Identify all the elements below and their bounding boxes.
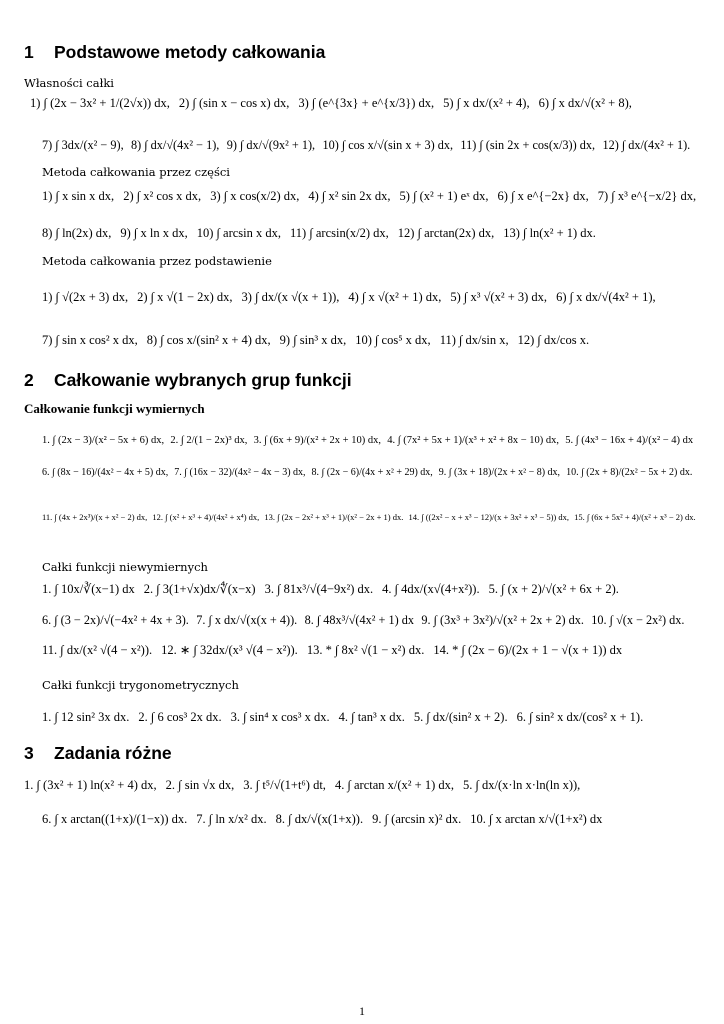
formula-item: 8. ∫ (2x − 6)/(4x + x² + 29) dx, bbox=[311, 467, 433, 478]
formula-item: 6) ∫ x dx/√(4x² + 1), bbox=[556, 289, 656, 304]
formula-item: 10) ∫ arcsin x dx, bbox=[196, 225, 282, 240]
formula-item: 4. ∫ 4dx/(x√(4+x²)). bbox=[382, 581, 480, 596]
formula-item: 3) ∫ dx/(x √(x + 1)), bbox=[241, 289, 340, 304]
formula-item: 14. * ∫ (2x − 6)/(2x + 1 − √(x + 1)) dx bbox=[433, 642, 623, 657]
formula-item: 3. ∫ t⁵/√(1+t⁶) dt, bbox=[243, 777, 326, 792]
formula-item: 9. ∫ (3x³ + 3x²)/√(x² + 2x + 2) dx. bbox=[421, 613, 584, 628]
formula-row bbox=[42, 512, 701, 521]
formula-item: 11) ∫ dx/sin x, bbox=[439, 332, 509, 347]
formula-row bbox=[42, 290, 665, 303]
formula-item: 8) ∫ dx/√(4x² − 1), bbox=[131, 138, 220, 153]
formula-item: 2. ∫ 6 cos³ 2x dx. bbox=[138, 709, 222, 724]
formula-item: 1) ∫ √(2x + 3) dx, bbox=[42, 289, 129, 304]
formula-item: 10. ∫ √(x − 2x²) dx. bbox=[591, 613, 685, 628]
formula-item: 12. ∗ ∫ 32dx/(x³ √(4 − x²)). bbox=[161, 642, 298, 657]
formula-item: 6) ∫ x dx/√(x² + 8), bbox=[538, 95, 632, 110]
formula-item: 11) ∫ arcsin(x/2) dx, bbox=[290, 225, 389, 240]
formula-item: 12) ∫ dx/(4x² + 1). bbox=[602, 138, 691, 153]
subsection-label-niewymierne: Całki funkcji niewymiernych bbox=[42, 560, 208, 574]
formula-item: 12) ∫ arctan(2x) dx, bbox=[397, 225, 495, 240]
formula-item: 6) ∫ x e^{−2x} dx, bbox=[497, 188, 589, 203]
formula-item: 9. ∫ (3x + 18)/(2x + x² − 8) dx, bbox=[438, 467, 561, 478]
formula-item: 7. ∫ ln x/x² dx. bbox=[196, 811, 267, 826]
formula-item: 3. ∫ 81x³/√(4−9x²) dx. bbox=[264, 581, 374, 596]
formula-row bbox=[42, 643, 631, 656]
subsection-label-podstawienie: Metoda całkowania przez podstawienie bbox=[42, 254, 272, 268]
formula-item: 2. ∫ 2/(1 − 2x)³ dx, bbox=[170, 435, 248, 446]
section-number: 1 bbox=[24, 42, 34, 62]
formula-item: 6. ∫ (3 − 2x)/√(−4x² + 4x + 3). bbox=[42, 613, 189, 628]
formula-item: 1. ∫ 10x/∛(x−1) dx bbox=[42, 581, 135, 596]
formula-item: 8) ∫ cos x/(sin² x + 4) dx, bbox=[146, 332, 271, 347]
formula-row bbox=[42, 812, 611, 825]
formula-item: 8) ∫ ln(2x) dx, bbox=[42, 225, 112, 240]
formula-item: 13) ∫ ln(x² + 1) dx. bbox=[503, 225, 596, 240]
formula-item: 8. ∫ 48x³/√(4x² + 1) dx bbox=[304, 613, 414, 628]
formula-item: 14. ∫ ((2x² − x + x³ − 12)/(x + 3x² + x³ − 5)) dx, bbox=[408, 511, 570, 522]
formula-item: 10) ∫ cos⁵ x dx, bbox=[355, 332, 431, 347]
formula-item: 3) ∫ x cos(x/2) dx, bbox=[210, 188, 300, 203]
formula-item: 10. ∫ (2x + 8)/(2x² − 5x + 2) dx. bbox=[566, 467, 693, 478]
formula-row bbox=[24, 778, 589, 791]
formula-item: 4) ∫ x² sin 2x dx, bbox=[308, 188, 391, 203]
formula-item: 5. ∫ (4x³ − 16x + 4)/(x² − 4) dx bbox=[565, 435, 694, 446]
formula-item: 7. ∫ (16x − 32)/(4x² − 4x − 3) dx, bbox=[174, 467, 306, 478]
formula-item: 2) ∫ (sin x − cos x) dx, bbox=[178, 95, 290, 110]
subsection-label-wlasnosci: Własności całki bbox=[24, 76, 114, 90]
formula-item: 3. ∫ sin⁴ x cos³ x dx. bbox=[230, 709, 330, 724]
formula-item: 8. ∫ dx/√(x(1+x)). bbox=[275, 811, 364, 826]
formula-item: 9. ∫ (arcsin x)² dx. bbox=[372, 811, 462, 826]
formula-item: 5) ∫ x dx/(x² + 4), bbox=[443, 95, 530, 110]
section-3-heading bbox=[24, 743, 172, 764]
formula-item: 7) ∫ x³ e^{−x/2} dx, bbox=[597, 188, 697, 203]
formula-item: 2. ∫ 3(1+√x)dx/∜(x−x) bbox=[143, 581, 256, 596]
formula-item: 7) ∫ sin x cos² x dx, bbox=[42, 332, 138, 347]
formula-row bbox=[30, 96, 641, 109]
formula-item: 4) ∫ x √(x² + 1) dx, bbox=[348, 289, 442, 304]
formula-item: 11. ∫ dx/(x² √(4 − x²)). bbox=[42, 642, 153, 657]
formula-item: 1) ∫ x sin x dx, bbox=[42, 188, 115, 203]
formula-row bbox=[42, 582, 628, 595]
formula-item: 5) ∫ (x² + 1) eˣ dx, bbox=[399, 188, 489, 203]
formula-item: 2) ∫ x √(1 − 2x) dx, bbox=[137, 289, 233, 304]
formula-item: 11. ∫ (4x + 2x³)/(x + x² − 2) dx, bbox=[42, 511, 148, 522]
subsection-label-wymierne: Całkowanie funkcji wymiernych bbox=[24, 401, 205, 416]
formula-item: 7) ∫ 3dx/(x² − 9), bbox=[42, 138, 124, 153]
section-title: Zadania różne bbox=[54, 743, 172, 763]
formula-item: 1. ∫ (2x − 3)/(x² − 5x + 6) dx, bbox=[42, 435, 165, 446]
formula-row bbox=[42, 710, 652, 723]
formula-item: 7. ∫ x dx/√(x(x + 4)). bbox=[196, 613, 298, 628]
formula-item: 5. ∫ (x + 2)/√(x² + 6x + 2). bbox=[488, 581, 619, 596]
formula-item: 4. ∫ arctan x/(x² + 1) dx, bbox=[334, 777, 454, 792]
section-number: 2 bbox=[24, 370, 34, 390]
formula-item: 15. ∫ (6x + 5x² + 4)/(x² + x³ − 2) dx. bbox=[574, 511, 696, 522]
formula-item: 12) ∫ dx/cos x. bbox=[517, 332, 590, 347]
formula-item: 1) ∫ (2x − 3x² + 1/(2√x)) dx, bbox=[30, 95, 170, 110]
formula-item: 10) ∫ cos x/√(sin x + 3) dx, bbox=[322, 138, 454, 153]
formula-row bbox=[42, 468, 698, 478]
formula-item: 5. ∫ dx/(x·ln x·ln(ln x)), bbox=[463, 777, 581, 792]
formula-item: 3. ∫ (6x + 9)/(x² + 2x + 10) dx, bbox=[253, 435, 381, 446]
page-number: 1 bbox=[359, 1004, 365, 1018]
formula-item: 6. ∫ x arctan((1+x)/(1−x)) dx. bbox=[42, 811, 188, 826]
formula-item: 9) ∫ sin³ x dx, bbox=[279, 332, 347, 347]
formula-row bbox=[42, 613, 692, 626]
formula-item: 1. ∫ 12 sin² 3x dx. bbox=[42, 709, 130, 724]
formula-item: 11) ∫ (sin 2x + cos(x/3)) dx, bbox=[460, 138, 596, 153]
formula-item: 5) ∫ x³ √(x² + 3) dx, bbox=[450, 289, 548, 304]
formula-item: 13. ∫ (2x − 2x² + x³ + 1)/(x² − 2x + 1) dx. bbox=[264, 511, 404, 522]
formula-row bbox=[42, 138, 698, 151]
formula-item: 12. ∫ (x² + x³ + 4)/(4x² + x⁴) dx, bbox=[152, 511, 260, 522]
section-1-heading bbox=[24, 42, 325, 63]
section-title: Całkowanie wybranych grup funkcji bbox=[54, 370, 352, 390]
subsection-label-tryg: Całki funkcji trygonometrycznych bbox=[42, 678, 239, 692]
formula-row bbox=[42, 436, 699, 447]
section-title: Podstawowe metody całkowania bbox=[54, 42, 326, 62]
section-number: 3 bbox=[24, 743, 34, 763]
formula-item: 9) ∫ dx/√(9x² + 1), bbox=[226, 138, 316, 153]
formula-item: 9) ∫ x ln x dx, bbox=[120, 225, 188, 240]
formula-item: 6. ∫ (8x − 16)/(4x² − 4x + 5) dx, bbox=[42, 467, 169, 478]
formula-item: 5. ∫ dx/(sin² x + 2). bbox=[413, 709, 508, 724]
formula-row bbox=[42, 226, 605, 239]
formula-item: 4. ∫ tan³ x dx. bbox=[338, 709, 405, 724]
formula-item: 6. ∫ sin² x dx/(cos² x + 1). bbox=[516, 709, 644, 724]
formula-row bbox=[42, 333, 598, 346]
subsection-label-czesci: Metoda całkowania przez części bbox=[42, 165, 230, 179]
formula-item: 13. * ∫ 8x² √(1 − x²) dx. bbox=[306, 642, 425, 657]
formula-item: 3) ∫ (e^{3x} + e^{x/3}) dx, bbox=[298, 95, 435, 110]
formula-item: 1. ∫ (3x² + 1) ln(x² + 4) dx, bbox=[24, 777, 157, 792]
formula-item: 10. ∫ x arctan x/√(1+x²) dx bbox=[470, 811, 603, 826]
formula-item: 4. ∫ (7x² + 5x + 1)/(x³ + x² + 8x − 10) dx, bbox=[387, 435, 559, 446]
formula-item: 2) ∫ x² cos x dx, bbox=[123, 188, 202, 203]
formula-row bbox=[42, 189, 705, 202]
section-2-heading bbox=[24, 370, 352, 391]
formula-item: 2. ∫ sin √x dx, bbox=[165, 777, 235, 792]
